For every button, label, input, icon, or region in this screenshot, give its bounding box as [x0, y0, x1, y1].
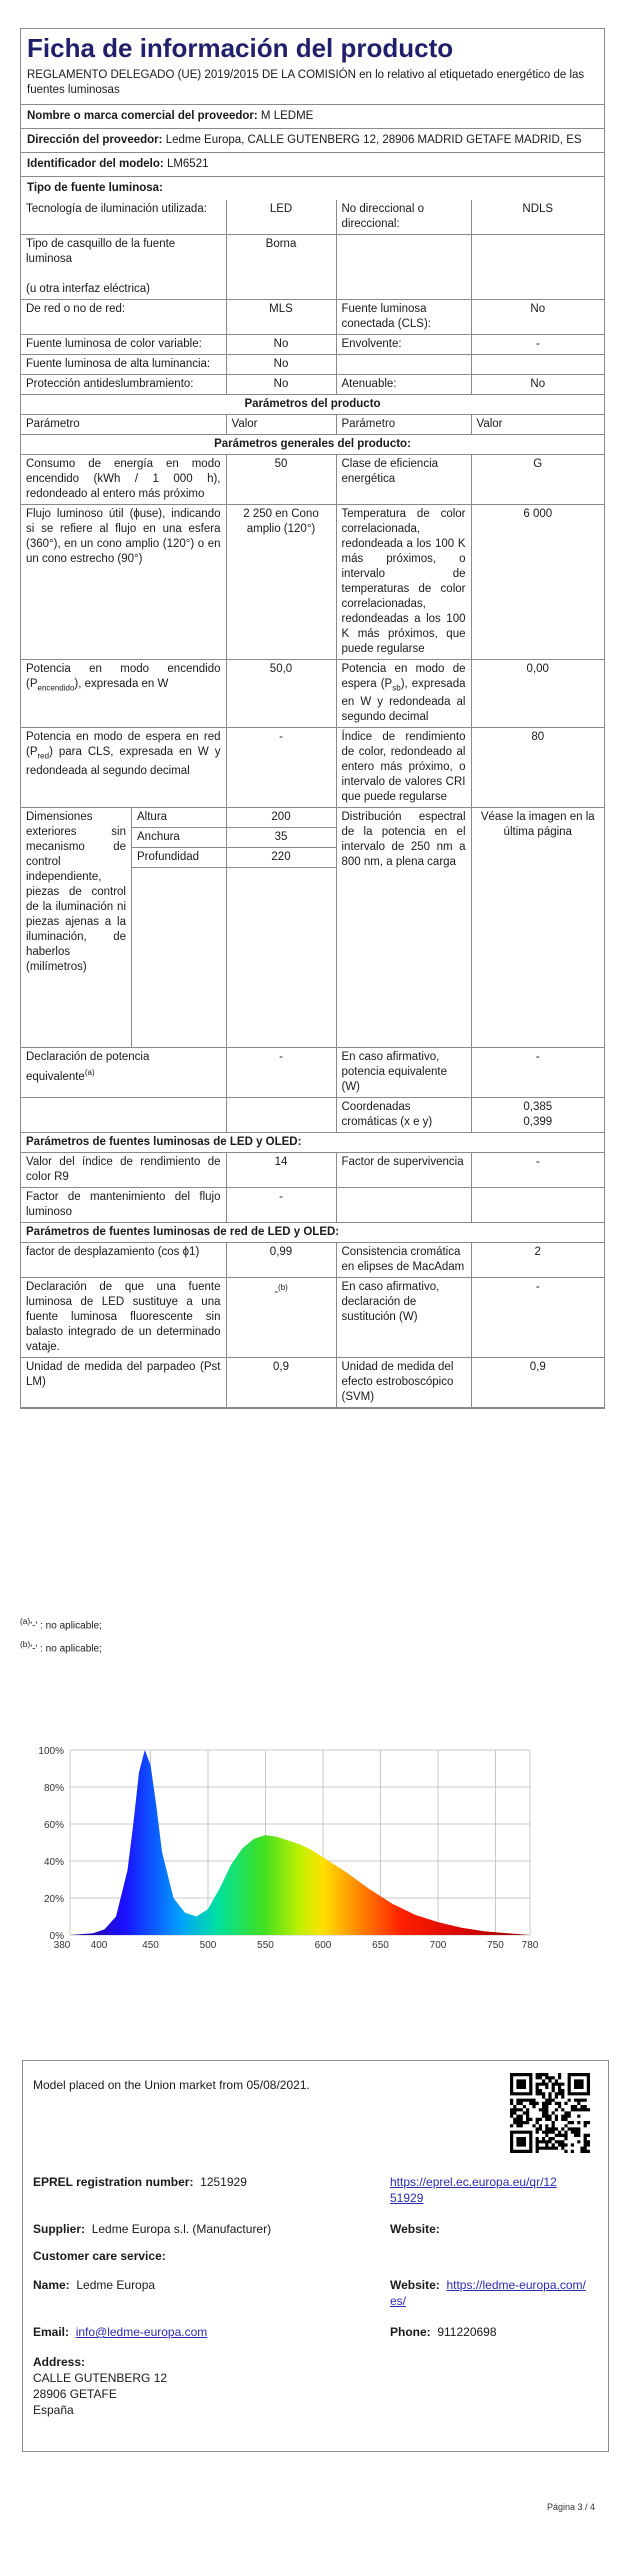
general-params-heading: Parámetros generales del producto:: [21, 435, 604, 455]
y-tick-label: 80%: [43, 1783, 64, 1794]
y-tick-label: 100%: [38, 1746, 64, 1757]
table-row: [21, 505, 604, 660]
color-consistency-value: 2: [471, 1243, 604, 1278]
regulation-subtitle: REGLAMENTO DELEGADO (UE) 2019/2015 DE LA COMISIÓN en lo relativo al etiquetado energético de las fuentes luminosas: [21, 66, 604, 105]
footnote-b-mark: (b): [278, 1283, 288, 1293]
r9-value: 14: [226, 1153, 336, 1188]
table-row: [21, 355, 604, 375]
section-header-row: [21, 1133, 604, 1153]
standby-power-label: [336, 660, 471, 728]
supplier-name-row: [21, 105, 604, 129]
care-name-value: Ledme Europa: [76, 2278, 156, 2292]
col-header-param: Parámetro: [21, 415, 226, 435]
table-row: [21, 1358, 604, 1408]
network-standby-text-2: ) para CLS, expresada en W y redondeada al segundo decimal: [26, 746, 221, 777]
energy-class-value: G: [471, 455, 604, 505]
table-row: [21, 1188, 604, 1223]
eprel-link[interactable]: [390, 2174, 557, 2206]
depth-label: Profundidad: [132, 848, 226, 868]
email-row: [33, 2324, 207, 2340]
page-number: Página 3 / 4: [547, 2502, 596, 2512]
y-tick-label: 40%: [43, 1857, 64, 1868]
col-header-value: Valor: [226, 415, 336, 435]
energy-class-label: Clase de eficiencia energética: [336, 455, 471, 505]
x-tick-label: 750: [487, 1940, 504, 1951]
on-mode-power-text-2: ), expresada en W: [74, 678, 169, 690]
website-label: [390, 2221, 440, 2237]
website-label-text: Website:: [390, 2222, 440, 2236]
fluorescent-replacement-value: [226, 1278, 336, 1358]
section-header-row: [21, 395, 604, 415]
directional-value: NDLS: [471, 200, 604, 235]
mains-label: De red o no de red:: [21, 300, 226, 335]
table-row: [21, 1098, 604, 1133]
table-row: [21, 300, 604, 335]
y-tick-label: 60%: [43, 1820, 64, 1831]
x-tick-label: 380: [53, 1940, 71, 1951]
footnote-a-text: '-' : no aplicable;: [30, 1620, 102, 1632]
cct-value: 6 000: [471, 505, 604, 660]
dimensions-values-cell: [226, 808, 336, 1048]
table-row: [21, 728, 604, 808]
footnote-a-label: (a): [20, 1616, 31, 1626]
network-standby-text: Potencia en modo de espera en red (P: [26, 731, 221, 759]
col-header-value-2: Valor: [471, 415, 604, 435]
equivalent-power-yes-value: -: [471, 1048, 604, 1098]
address-line-1: CALLE GUTENBERG 12: [33, 2371, 168, 2385]
tech-label: Tecnología de iluminación utilizada:: [21, 200, 226, 235]
qr-code[interactable]: [510, 2073, 590, 2153]
high-luminance-label: Fuente luminosa de alta luminancia:: [21, 355, 226, 375]
lumen-maintenance-label: Factor de mantenimiento del flujo luminoso: [21, 1188, 226, 1223]
x-tick-label: 780: [521, 1940, 539, 1951]
tech-value: LED: [226, 200, 336, 235]
table-row: [21, 808, 604, 1048]
spectral-distribution-label: Distribución espectral de la potencia en el intervalo de 250 nm a 800 nm, a plena carga: [336, 808, 471, 1048]
care-website-link[interactable]: https://ledme-europa.com/: [446, 2278, 586, 2292]
equivalent-power-value: -: [226, 1048, 336, 1098]
eprel-link-line-1[interactable]: https://eprel.ec.europa.eu/qr/12: [390, 2175, 557, 2189]
model-id-value: LM6521: [166, 158, 209, 170]
color-tunable-label: Fuente luminosa de color variable:: [21, 335, 226, 355]
spectral-distribution-chart: [20, 1740, 540, 1970]
replacement-declaration-value: -: [471, 1278, 604, 1358]
product-information-sheet: [20, 28, 605, 1409]
address-line-2: 28906 GETAFE: [33, 2387, 117, 2401]
table-row: [21, 335, 604, 355]
equivalent-power-label: [21, 1048, 226, 1098]
standby-power-value: 0,00: [471, 660, 604, 728]
eprel-link-line-2[interactable]: 51929: [390, 2191, 424, 2205]
cct-label: Temperatura de color correlacionada, redondeada a los 100 K más próximos, o intervalo de temperaturas de color correlacionadas, redondeadas a los 100 K más próximos, que puede regularse: [336, 505, 471, 660]
eprel-value: 1251929: [200, 2175, 247, 2189]
luminous-flux-value: 2 250 en Cono amplio (120°): [226, 505, 336, 660]
supplier-address-label: Dirección del proveedor:: [27, 134, 163, 146]
customer-care-label-text: Customer care service:: [33, 2249, 166, 2263]
model-id-row: [21, 153, 604, 177]
fluorescent-replacement-dash: -: [274, 1286, 279, 1299]
footnote-a: [20, 1612, 102, 1635]
supplier-address-value: Ledme Europa, CALLE GUTENBERG 12, 28906 MADRID GETAFE MADRID, ES: [165, 134, 582, 146]
eprel-label: EPREL registration number:: [33, 2175, 194, 2189]
chromaticity-label: Coordenadas cromáticas (x e y): [336, 1098, 471, 1133]
equivalent-power-text: Declaración de potencia equivalente: [26, 1051, 150, 1084]
standby-power-text-2: ), expresada en W y redondeada al segundo decimal: [341, 678, 466, 724]
cls-value: No: [471, 300, 604, 335]
supplier-address-row: [21, 129, 604, 153]
x-tick-label: 700: [429, 1940, 447, 1951]
lumen-maintenance-value: -: [226, 1188, 336, 1223]
cri-label: Índice de rendimiento de color, redondeado al entero más próximo, o intervalo de valores CRI que puede regularse: [336, 728, 471, 808]
luminous-flux-label: Flujo luminoso útil (ɸuse), indicando si se refiere al flujo en una esfera (360°), en un cono amplio (120°) o en un cono estrecho (90°): [21, 505, 226, 660]
footnote-a-mark: (a): [84, 1068, 95, 1078]
supplier-row: [33, 2221, 271, 2237]
anti-glare-label: Protección antideslumbramiento:: [21, 375, 226, 395]
on-mode-power-text: Potencia en modo encendido (P: [26, 663, 221, 690]
energy-consumption-value: 50: [226, 455, 336, 505]
flicker-value: 0,9: [226, 1358, 336, 1408]
light-source-table: [21, 200, 604, 1408]
chromaticity-y: 0,399: [523, 1116, 553, 1129]
footnote-b-label: (b): [20, 1639, 31, 1650]
address-label: Address:: [33, 2355, 86, 2369]
phone-label: Phone:: [390, 2325, 431, 2339]
table-row: [21, 1278, 604, 1358]
dimmable-value: No: [471, 375, 604, 395]
color-tunable-value: No: [226, 335, 336, 355]
care-website-link-2[interactable]: es/: [390, 2294, 407, 2308]
chromaticity-value: [471, 1098, 604, 1133]
dimensions-table: [21, 808, 226, 1047]
dimensions-cell: [21, 808, 226, 1048]
table-row: [21, 660, 604, 728]
height-value: 200: [227, 808, 336, 828]
y-tick-label: 0%: [49, 1931, 64, 1942]
care-name-row: [33, 2277, 155, 2293]
color-consistency-label: Consistencia cromática en elipses de MacAdam: [336, 1243, 471, 1278]
x-tick-label: 450: [142, 1940, 159, 1951]
survival-factor-label: Factor de supervivencia: [336, 1153, 471, 1188]
flicker-label: Unidad de medida del parpadeo (Pst LM): [21, 1358, 226, 1408]
standby-power-sub: sb: [392, 683, 401, 693]
supplier-name-value: M LEDME: [260, 110, 314, 122]
table-row: [21, 1153, 604, 1188]
height-label: Altura: [132, 808, 226, 828]
table-row: [21, 1243, 604, 1278]
page-title: Ficha de información del producto: [27, 33, 454, 63]
cap-type-text: Tipo de casquillo de la fuente luminosa: [26, 238, 176, 265]
section-header-row: [21, 1223, 604, 1243]
care-website-label: Website:: [390, 2278, 440, 2292]
energy-consumption-label: Consumo de energía en modo encendido (kWh / 1 000 h), redondeado al entero más próximo: [21, 455, 226, 505]
email-label: Email:: [33, 2325, 70, 2339]
fluorescent-replacement-label: Declaración de que una fuente luminosa de LED sustituye a una fuente luminosa fluorescente sin balasto integrado de un determinado vataje.: [21, 1278, 226, 1358]
table-row: [21, 375, 604, 395]
stroboscopic-value: 0,9: [471, 1358, 604, 1408]
high-luminance-value: No: [226, 355, 336, 375]
depth-value: 220: [227, 848, 336, 868]
email-link[interactable]: info@ledme-europa.com: [75, 2325, 208, 2339]
customer-care-label: [33, 2248, 166, 2264]
column-header-row: [21, 415, 604, 435]
spectral-distribution-value: Véase la imagen en la última página: [471, 808, 604, 1048]
stroboscopic-label: Unidad de medida del efecto estroboscópico (SVM): [336, 1358, 471, 1408]
envelope-label: Envolvente:: [336, 335, 471, 355]
replacement-declaration-label: En caso afirmativo, declaración de sustitución (W): [336, 1278, 471, 1358]
envelope-value: -: [471, 335, 604, 355]
market-placement-text: Model placed on the Union market from 05/08/2021.: [33, 2078, 310, 2092]
product-params-heading: Parámetros del producto: [21, 395, 604, 415]
phone-row: [390, 2324, 497, 2340]
supplier-name-label: Nombre o marca comercial del proveedor:: [27, 110, 258, 122]
dimmable-label: Atenuable:: [336, 375, 471, 395]
x-tick-label: 550: [257, 1940, 274, 1951]
directional-label: No direccional o direccional:: [336, 200, 471, 235]
footnotes: [20, 1612, 102, 1659]
displacement-factor-value: 0,99: [226, 1243, 336, 1278]
width-value: 35: [227, 828, 336, 848]
anti-glare-value: No: [226, 375, 336, 395]
cap-type-label: [21, 235, 226, 300]
table-row: [21, 455, 604, 505]
mains-params-heading: Parámetros de fuentes luminosas de red de LED y OLED:: [21, 1223, 604, 1243]
y-tick-label: 20%: [43, 1894, 64, 1905]
x-tick-label: 650: [372, 1940, 389, 1951]
cri-value: 80: [471, 728, 604, 808]
x-tick-label: 400: [90, 1940, 108, 1951]
mains-value: MLS: [226, 300, 336, 335]
displacement-factor-label: factor de desplazamiento (cos ϕ1): [21, 1243, 226, 1278]
light-source-type-row: [21, 177, 604, 200]
address-line-3: España: [33, 2403, 74, 2417]
r9-label: Valor del índice de rendimiento de color R9: [21, 1153, 226, 1188]
eprel-info-card: [22, 2060, 609, 2452]
address-block: [33, 2354, 167, 2418]
width-label: Anchura: [132, 828, 226, 848]
cap-type-note: (u otra interfaz eléctrica): [26, 283, 150, 295]
phone-value: 911220698: [437, 2325, 497, 2339]
section-header-row: [21, 435, 604, 455]
eprel-row: [33, 2174, 247, 2190]
on-mode-power-sub: encendido: [37, 683, 75, 693]
led-params-heading: Parámetros de fuentes luminosas de LED y OLED:: [21, 1133, 604, 1153]
care-website-row: [390, 2277, 586, 2309]
network-standby-sub: red: [37, 751, 50, 761]
x-tick-label: 600: [314, 1940, 332, 1951]
on-mode-power-label: [21, 660, 226, 728]
table-row: [21, 1048, 604, 1098]
supplier-label: Supplier:: [33, 2222, 86, 2236]
x-tick-label: 500: [199, 1940, 217, 1951]
table-row: [21, 200, 604, 235]
network-standby-value: -: [226, 728, 336, 808]
chromaticity-x: 0,385: [523, 1101, 553, 1114]
dimensions-label: Dimensiones exteriores sin mecanismo de control independiente, piezas de control de la iluminación ni piezas ajenas a la iluminación, de haberlos (milímetros): [21, 808, 132, 1047]
care-name-label: Name:: [33, 2278, 70, 2292]
footnote-b: [20, 1635, 102, 1658]
light-source-type-label: Tipo de fuente luminosa:: [27, 182, 163, 194]
table-row: [21, 235, 604, 300]
cap-type-value: Borna: [226, 235, 336, 300]
qr-modules: [510, 2073, 590, 2153]
equivalent-power-yes-label: En caso afirmativo, potencia equivalente (W): [336, 1048, 471, 1098]
col-header-param-2: Parámetro: [336, 415, 471, 435]
model-id-label: Identificador del modelo:: [27, 158, 164, 170]
cls-label: Fuente luminosa conectada (CLS):: [336, 300, 471, 335]
network-standby-label: [21, 728, 226, 808]
survival-factor-value: -: [471, 1153, 604, 1188]
on-mode-power-value: 50,0: [226, 660, 336, 728]
footnote-b-text: '-' : no aplicable;: [30, 1643, 102, 1655]
standby-power-text: Potencia en modo de espera (P: [341, 663, 466, 690]
supplier-value: Ledme Europa s.l. (Manufacturer): [91, 2222, 272, 2236]
